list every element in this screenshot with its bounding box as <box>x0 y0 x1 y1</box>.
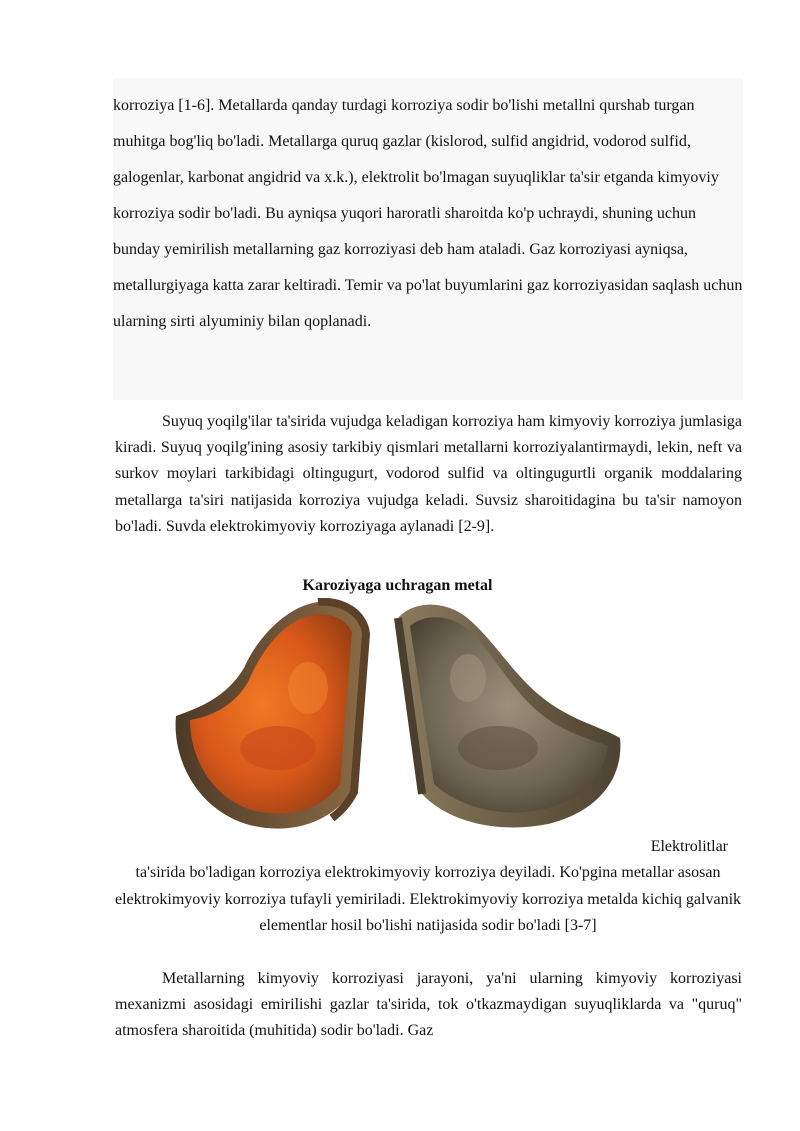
paragraph-3-start: Elektrolitlar <box>650 838 728 855</box>
paragraph-1: korroziya [1-6]. Metallarda qanday turdagi korroziya sodir bo'lishi metallni qurshab turgan muhitga bog'liq bo'ladi. Metallarga quruq gazlar (kislorod, sulfid angidrid, vodorod sulfid, galogenlar, karbonat angidrid va x.k.), elektrolit bo'lmagan suyuqliklar ta'sir etganda kimyoviy korroziya sodir bo'ladi. Bu ayniqsa yuqori haroratli sharoitda ko'p uchraydi, shuning uchun bunday yemirilish metallarning gaz korroziyasi deb ham ataladi. Gaz korroziyasi ayniqsa, metallurgiyaga katta zarar keltiradi. Temir va po'lat buyumlarini gaz korroziyasidan saqlash uchun ularning sirti alyuminiy bilan qoplanadi. <box>113 97 743 330</box>
corroded-pipe-right <box>398 605 620 828</box>
paragraph-4 <box>115 966 742 1045</box>
paragraph-4-text: Metallarning kimyoviy korroziyasi jarayoni, ya'ni ularning kimyoviy korroziyasi mexanizmi asosidagi emirilishi gazlar ta'sirida, tok o'tkazmaydigan suyuqliklarda va "quruq" atmosfera sharoitida (muhitida) sodir bo'ladi. Gaz <box>115 970 742 1040</box>
rusty-pipe-left <box>176 602 366 829</box>
corroded-pipes-image <box>168 598 628 830</box>
shaded-text-block <box>113 78 743 400</box>
figure-caption: Karoziyaga uchragan metal <box>302 577 493 594</box>
paragraph-3: ta'sirida bo'ladigan korroziya elektrokimyoviy korroziya deyiladi. Ko'pgina metallar asosan elektrokimyoviy korroziya tufayli yemiriladi. Elektrokimyoviy korroziya metalda kichiq galvanik elementlar hosil bo'lishi natijasida sodir bo'ladi [3-7] <box>114 864 742 934</box>
paragraph-2-text: Suyuq yoqilg'ilar ta'sirida vujudga keladigan korroziya ham kimyoviy korroziya jumlasiga kiradi. Suyuq yoqilg'ining asosiy tarkibiy qismlari metallarni korroziyalantirmaydi, lekin, neft va surkov moylari tarkibidagi oltingugurt, vodorod sulfid va oltingugurtli organik moddalaring metallarga ta'siri natijasida korroziya vujudga keladi. Suvsiz sharoitidagina bu ta'sir namoyon bo'ladi. Suvda elektrokimyoviy korroziyaga aylanadi [2-9]. <box>115 413 742 535</box>
paragraph-2 <box>115 409 742 540</box>
